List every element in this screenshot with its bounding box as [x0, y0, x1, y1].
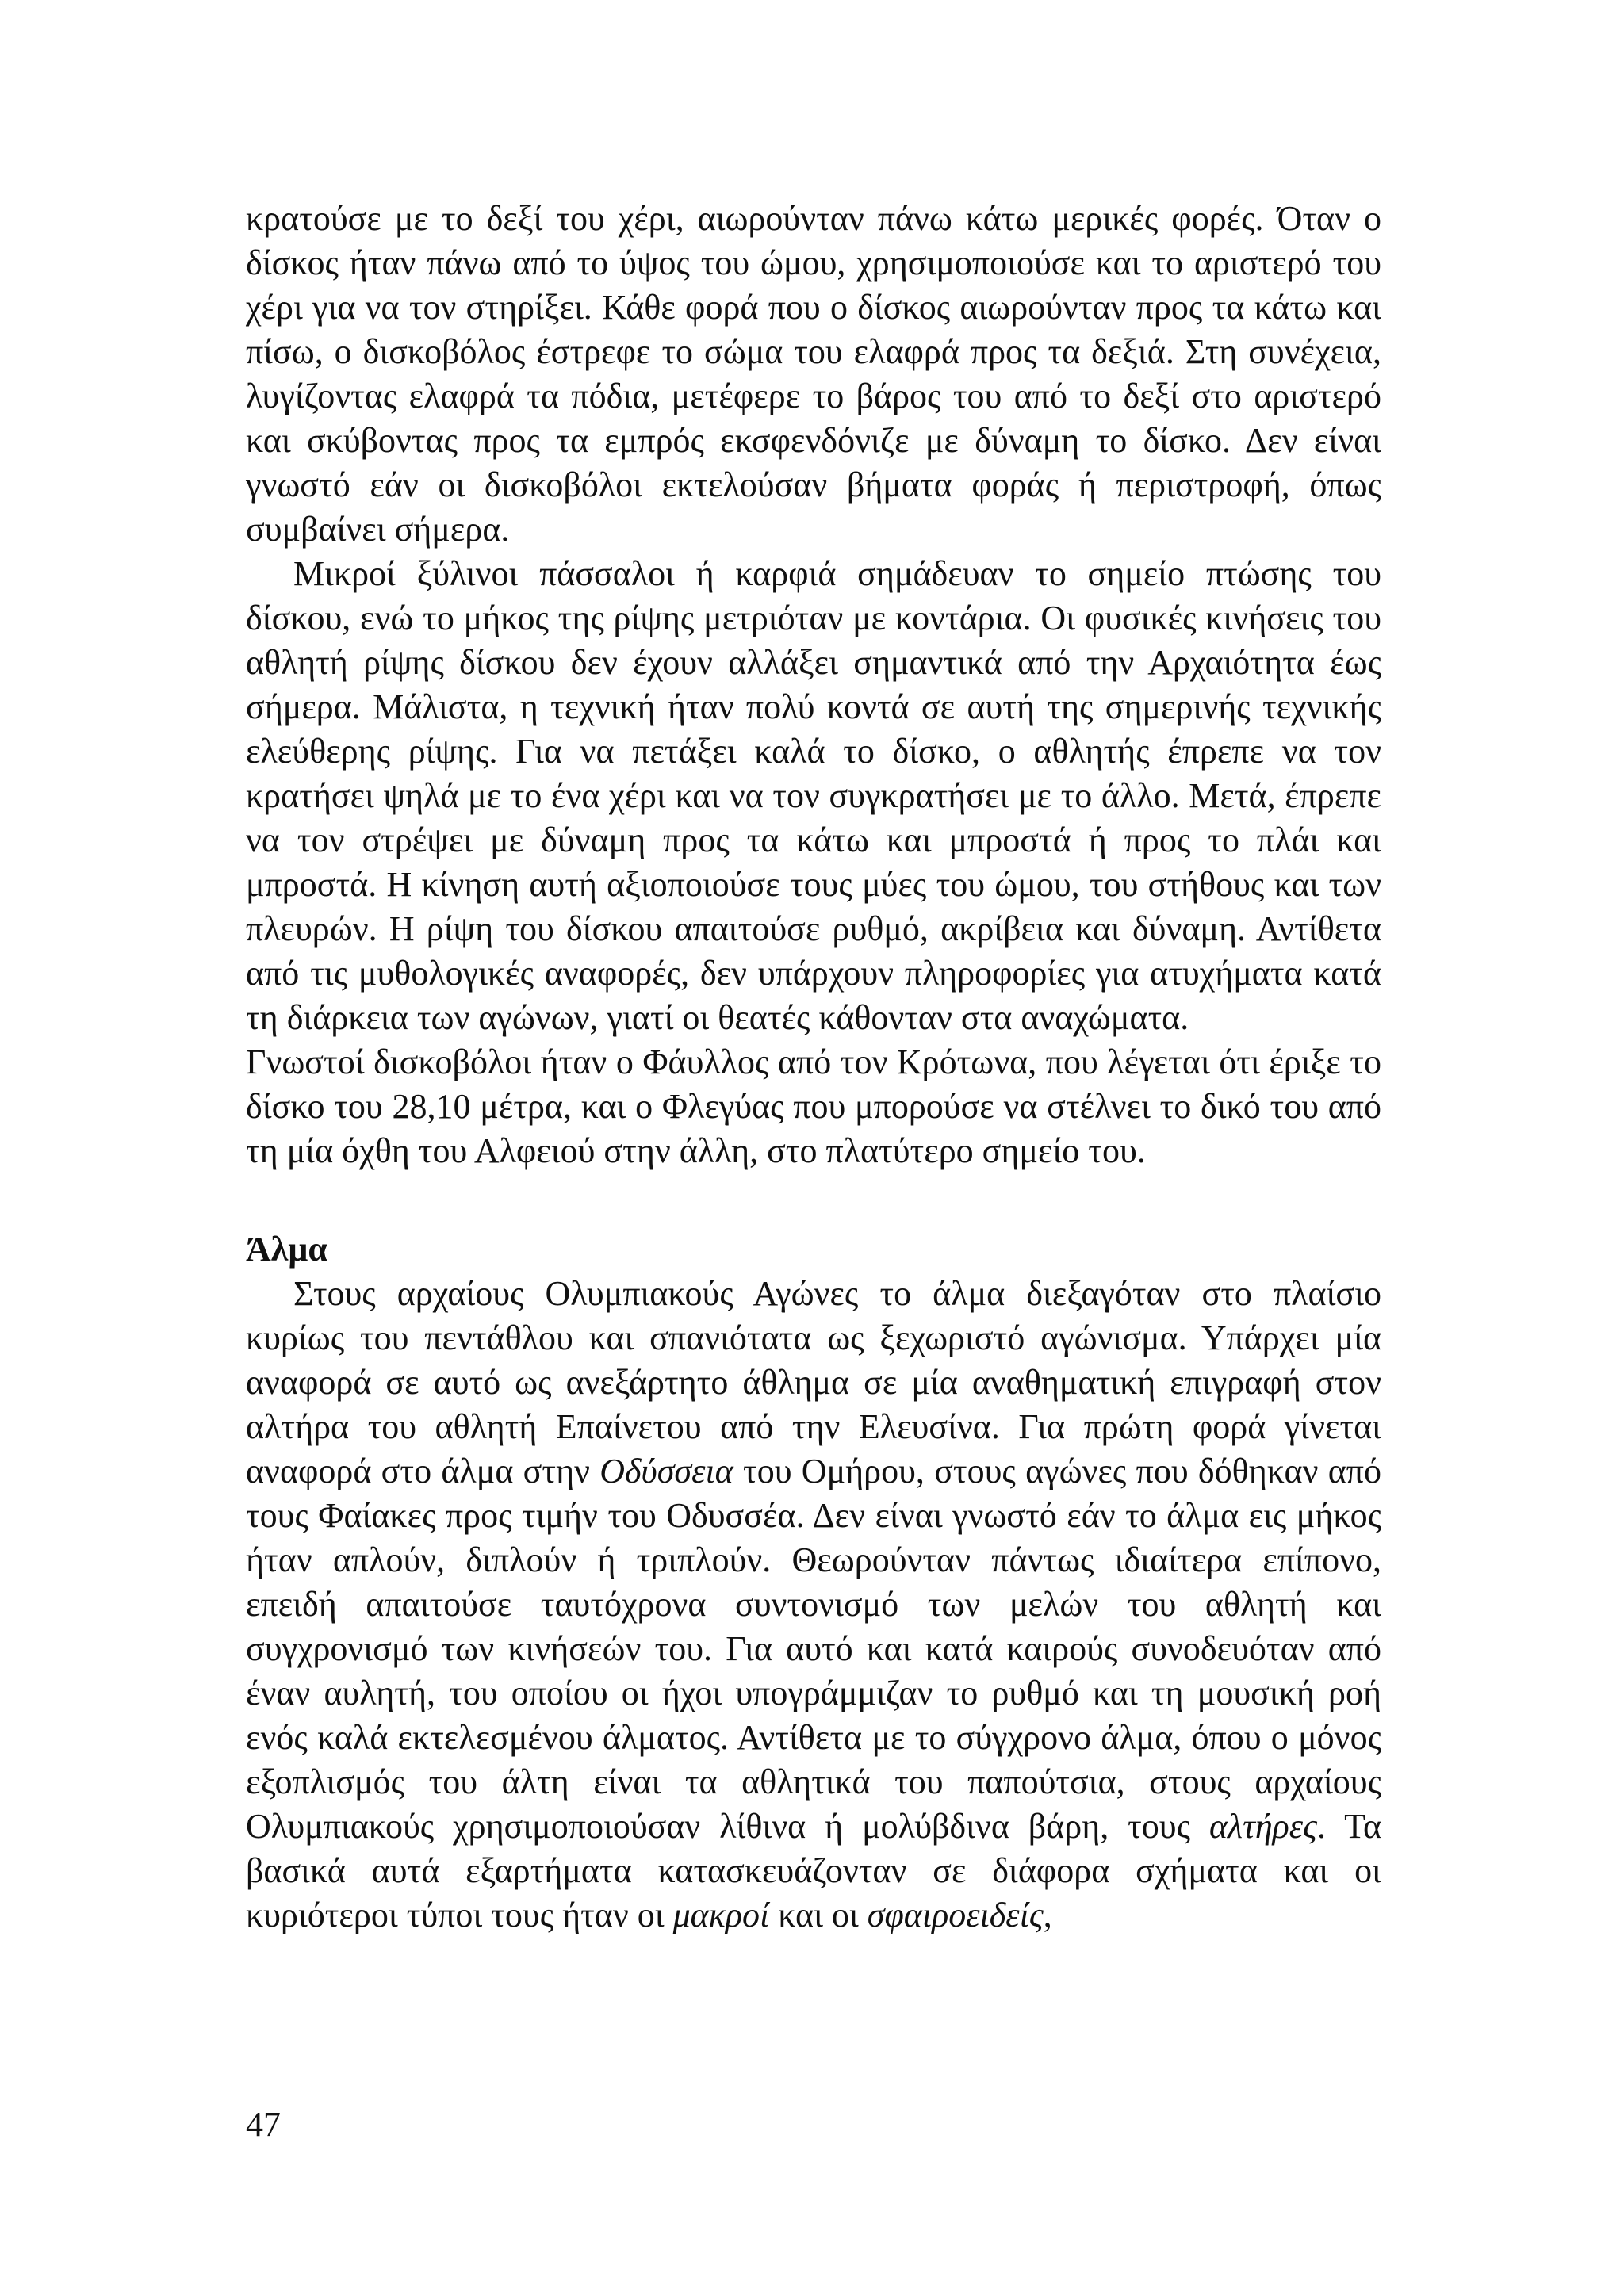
paragraph-discus-technique: κρατούσε με το δεξί του χέρι, αιωρούνταν πάνω κάτω μερικές φορές. Όταν ο δίσκος ήταν πάνω από το ύψος του ώμου, χρησιμοποιούσε και το αριστερό του χέρι για να τον στηρίξει. Κάθε φορά που ο δίσκος αιωρούνταν προς τα κάτω και πίσω, ο δισκοβόλος έστρεφε το σώμα του ελαφρά προς τα δεξιά. Στη συνέχεια, λυγίζοντας ελαφρά τα πόδια, μετέφερε το βάρος του από το δεξί στο αριστερό και σκύβοντας προς τα εμπρός εκσφενδόνιζε με δύναμη το δίσκο. Δεν είναι γνωστό εάν οι δισκοβόλοι εκτελούσαν βήματα φοράς ή περιστροφή, όπως συμβαίνει σήμερα.: [246, 199, 1381, 549]
page-body: [246, 197, 1381, 1938]
italic-sfairoeideis: σφαιροειδείς: [867, 1896, 1044, 1934]
paragraph-jump: [246, 1272, 1381, 1938]
italic-alteres: αλτήρες: [1208, 1807, 1317, 1846]
jump-text-part-b: του Ομήρου, στους αγώνες που δόθηκαν από τους Φαίακες προς τιμήν του Οδυσσέα. Δεν είναι γνωστό εάν το άλμα εις μήκος ήταν απλούν, διπλούν ή τριπλούν. Θεωρούνταν πάντως ιδιαίτερα επίπονο, επειδή απαιτούσε ταυτόχρονα συντονισμό των μελών του αθλητή και συγχρονισμό των κινήσεών του. Για αυτό και κατά καιρούς συνοδευόταν από έναν αυλητή, του οποίου οι ήχοι υπογράμμιζαν το ρυθμό και τη μουσική ροή ενός καλά εκτελεσμένου άλματος. Αντίθετα με το σύγχρονο άλμα, όπου ο μόνος εξοπλισμός του άλτη είναι τα αθλητικά του παπούτσια, στους αρχαίους Ολυμπιακούς χρησιμοποιούσαν λίθινα ή μολύβδινα βάρη, τους: [246, 1452, 1382, 1846]
jump-text-part-d: και οι: [769, 1896, 868, 1934]
paragraph-discus-measurement: Μικροί ξύλινοι πάσσαλοι ή καρφιά σημάδευαν το σημείο πτώσης του δίσκου, ενώ το μήκος της ρίψης μετριόταν με κοντάρια. Οι φυσικές κινήσεις του αθλητή ρίψης δίσκου δεν έχουν αλλάξει σημαντικά από την Αρχαιότητα έως σήμερα. Μάλιστα, η τεχνική ήταν πολύ κοντά σε αυτή της σημερινής τεχνικής ελεύθερης ρίψης. Για να πετάξει καλά το δίσκο, ο αθλητής έπρεπε να τον κρατήσει ψηλά με το ένα χέρι και να τον συγκρατήσει με το άλλο. Μετά, έπρεπε να τον στρέψει με δύναμη προς τα κάτω και μπροστά ή προς το πλάι και μπροστά. Η κίνηση αυτή αξιοποιούσε τους μύες του ώμου, του στήθους και των πλευρών. Η ρίψη του δίσκου απαιτούσε ρυθμό, ακρίβεια και δύναμη. Αντίθετα από τις μυθολογικές αναφορές, δεν υπάρχουν πληροφορίες για ατυχήματα κατά τη διάρκεια των αγώνων, γιατί οι θεατές κάθονταν στα αναχώματα.: [246, 554, 1381, 1037]
jump-text-part-a: Στους αρχαίους Ολυμπιακούς Αγώνες το άλμα διεξαγόταν στο πλαίσιο κυρίως του πεντάθλου και σπανιότατα ως ξεχωριστό αγώνισμα. Υπάρχει μία αναφορά σε αυτό ως ανεξάρτητο άθλημα σε μία αναθηματική επιγραφή στον αλτήρα του αθλητή Επαίνετου από την Ελευσίνα. Για πρώτη φορά γίνεται αναφορά στο άλμα στην: [246, 1274, 1381, 1490]
italic-makroi: μακροί: [672, 1896, 770, 1934]
jump-text-part-e: ,: [1043, 1896, 1052, 1934]
section-heading-alma: Άλμα: [246, 1230, 327, 1269]
jump-text-part-c: . Τα βασικά αυτά εξαρτήματα κατασκευάζονταν σε διάφορα σχήματα και οι κυριότεροι τύποι τους ήταν οι: [246, 1807, 1382, 1934]
italic-odyssey: Οδύσσεια: [599, 1452, 733, 1490]
paragraph-famous-discus-throwers: Γνωστοί δισκοβόλοι ήταν ο Φάυλλος από τον Κρότωνα, που λέγεται ότι έριξε το δίσκο του 28,10 μέτρα, και ο Φλεγύας που μπορούσε να στέλνει το δικό του από τη μία όχθη του Αλφειού στην άλλη, στο πλατύτερο σημείο του.: [246, 1043, 1381, 1170]
page-number: 47: [246, 2105, 281, 2144]
